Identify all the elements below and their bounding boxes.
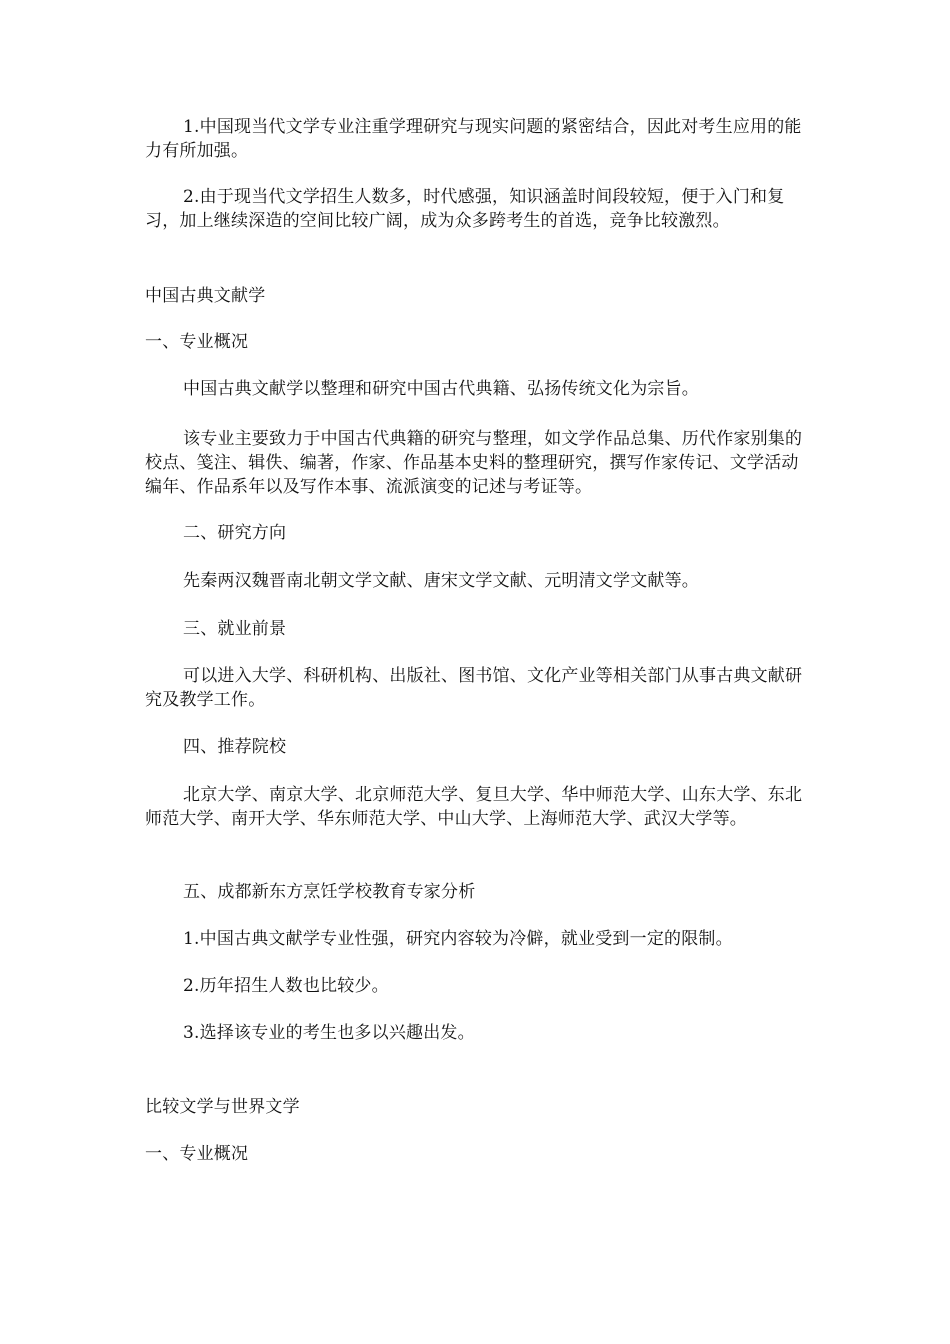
subsection-heading: 一、专业概况 [145,1144,249,1164]
subsection-heading: 五、成都新东方烹饪学校教育专家分析 [183,882,476,902]
paragraph-employment: 可以进入大学、科研机构、出版社、图书馆、文化产业等相关部门从事古典文献研究及教学工作。 [145,666,803,710]
paragraph-point-2: 2.由于现当代文学招生人数多，时代感强，知识涵盖时间段较短，便于入门和复习，加上继续深造的空间比较广阔，成为众多跨考生的首选，竞争比较激烈。 [145,187,785,231]
paragraph-analysis-2: 2.历年招生人数也比较少。 [183,976,389,996]
subsection-heading: 四、推荐院校 [183,737,287,757]
subsection-heading: 二、研究方向 [183,523,287,543]
paragraph-research-directions: 先秦两汉魏晋南北朝文学文献、唐宋文学文献、元明清文学文献等。 [183,571,699,591]
section-heading: 中国古典文献学 [145,286,266,306]
paragraph-point-1: 1.中国现当代文学专业注重学理研究与现实问题的紧密结合，因此对考生应用的能力有所加强。 [145,117,802,161]
section-heading: 比较文学与世界文学 [145,1097,300,1117]
subsection-heading: 三、就业前景 [183,619,287,639]
paragraph-analysis-1: 1.中国古典文献学专业性强，研究内容较为冷僻，就业受到一定的限制。 [183,929,733,949]
paragraph-overview: 中国古典文献学以整理和研究中国古代典籍、弘扬传统文化为宗旨。 [183,379,699,399]
paragraph-recommended-schools: 北京大学、南京大学、北京师范大学、复旦大学、华中师范大学、山东大学、东北师范大学、南开大学、华东师范大学、中山大学、上海师范大学、武汉大学等。 [145,785,803,829]
subsection-heading: 一、专业概况 [145,332,249,352]
paragraph-description: 该专业主要致力于中国古代典籍的研究与整理，如文学作品总集、历代作家别集的校点、笺注、辑佚、编著，作家、作品基本史料的整理研究，撰写作家传记、文学活动编年、作品系年以及写作本事、流派演变的记述与考证等。 [145,429,803,497]
paragraph-analysis-3: 3.选择该专业的考生也多以兴趣出发。 [183,1023,475,1043]
